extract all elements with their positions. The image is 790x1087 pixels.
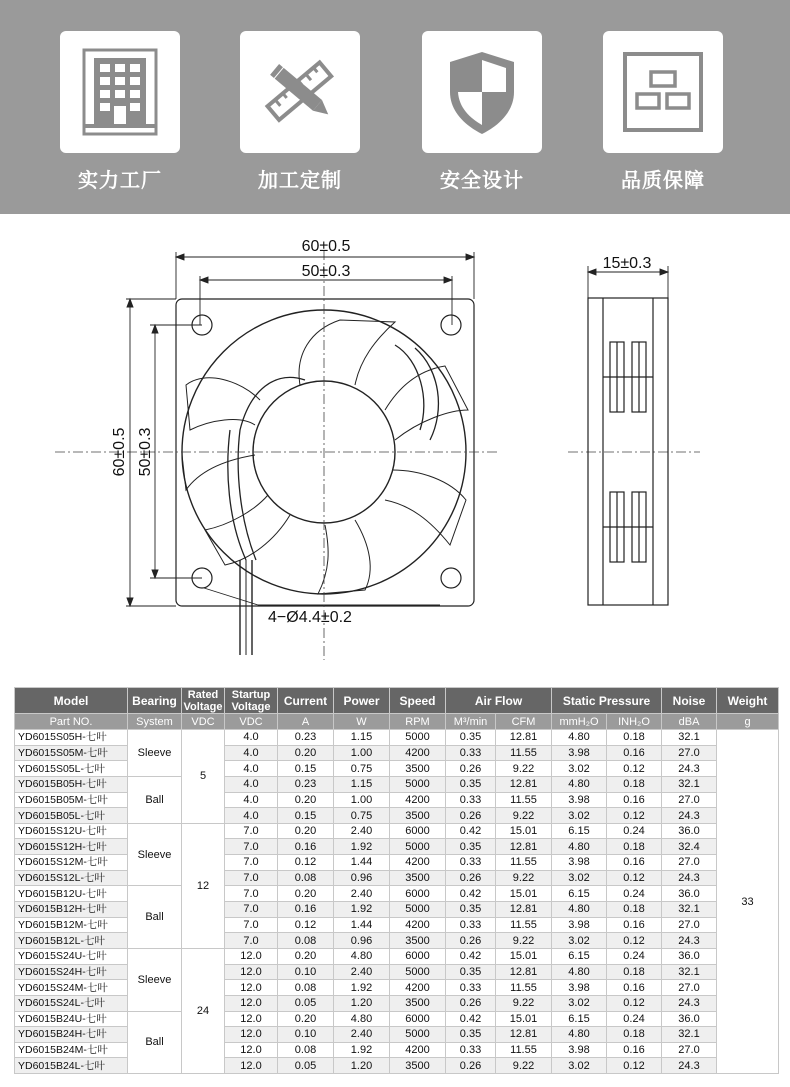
col-weight: Weight	[717, 688, 779, 714]
unit-speed: RPM	[390, 714, 446, 730]
col-startup-voltage: Startup Voltage	[225, 688, 278, 714]
cell-airflow-m3: 0.35	[446, 964, 496, 980]
cell-speed: 4200	[390, 745, 446, 761]
col-model: Model	[15, 688, 128, 714]
cell-speed: 6000	[390, 886, 446, 902]
cell-part-number: YD6015B05H-七叶	[15, 776, 128, 792]
cell-startup-voltage: 4.0	[225, 808, 278, 824]
technical-drawing	[0, 214, 790, 684]
dim-thickness: 15±0.3	[602, 255, 652, 272]
cell-noise: 32.1	[662, 1027, 717, 1043]
cell-pressure-inh: 0.18	[607, 1027, 662, 1043]
cell-pressure-inh: 0.18	[607, 776, 662, 792]
cell-noise: 32.1	[662, 964, 717, 980]
cell-power: 4.80	[334, 948, 390, 964]
table-row	[15, 886, 779, 902]
cell-startup-voltage: 7.0	[225, 886, 278, 902]
cell-pressure-mm: 3.02	[552, 761, 607, 777]
cell-speed: 6000	[390, 948, 446, 964]
col-power: Power	[334, 688, 390, 714]
cell-current: 0.23	[278, 730, 334, 746]
cell-part-number: YD6015B24U-七叶	[15, 1011, 128, 1027]
cell-startup-voltage: 12.0	[225, 948, 278, 964]
cell-airflow-m3: 0.33	[446, 1042, 496, 1058]
cell-current: 0.23	[278, 776, 334, 792]
cell-part-number: YD6015S24U-七叶	[15, 948, 128, 964]
cell-power: 1.92	[334, 980, 390, 996]
cell-noise: 24.3	[662, 1058, 717, 1074]
dim-outer-height: 60±0.5	[111, 427, 128, 477]
cell-speed: 5000	[390, 730, 446, 746]
cell-airflow-m3: 0.42	[446, 1011, 496, 1027]
cell-airflow-m3: 0.33	[446, 745, 496, 761]
unit-airflow-cfm: CFM	[496, 714, 552, 730]
spec-unit-row	[15, 714, 779, 730]
cell-pressure-inh: 0.12	[607, 995, 662, 1011]
cell-current: 0.08	[278, 980, 334, 996]
cell-airflow-cfm: 12.81	[496, 776, 552, 792]
cell-speed: 5000	[390, 776, 446, 792]
mount-hole-tr	[441, 315, 461, 335]
unit-system: System	[128, 714, 182, 730]
cell-current: 0.20	[278, 948, 334, 964]
cell-pressure-inh: 0.18	[607, 964, 662, 980]
cell-power: 0.96	[334, 933, 390, 949]
cell-startup-voltage: 4.0	[225, 761, 278, 777]
feature-label-custom: 加工定制	[258, 168, 342, 192]
cell-speed: 6000	[390, 823, 446, 839]
cell-airflow-cfm: 12.81	[496, 839, 552, 855]
cell-airflow-cfm: 11.55	[496, 745, 552, 761]
cell-pressure-mm: 3.98	[552, 745, 607, 761]
cell-part-number: YD6015B24H-七叶	[15, 1027, 128, 1043]
cell-current: 0.20	[278, 886, 334, 902]
cell-current: 0.16	[278, 902, 334, 918]
cell-airflow-m3: 0.35	[446, 776, 496, 792]
unit-weight: g	[717, 714, 779, 730]
feature-card-custom	[240, 31, 360, 153]
cell-airflow-m3: 0.33	[446, 855, 496, 871]
cell-airflow-m3: 0.35	[446, 1027, 496, 1043]
cell-speed: 4200	[390, 917, 446, 933]
cell-airflow-cfm: 11.55	[496, 917, 552, 933]
cell-pressure-inh: 0.16	[607, 745, 662, 761]
cell-pressure-mm: 4.80	[552, 1027, 607, 1043]
dim-outer-width: 60±0.5	[301, 238, 351, 255]
cell-power: 1.44	[334, 855, 390, 871]
cell-pressure-inh: 0.12	[607, 870, 662, 886]
cell-speed: 3500	[390, 761, 446, 777]
cell-part-number: YD6015B12M-七叶	[15, 917, 128, 933]
cell-pressure-mm: 3.02	[552, 808, 607, 824]
cell-rated-voltage: 5	[182, 730, 225, 824]
unit-current: A	[278, 714, 334, 730]
cell-pressure-mm: 4.80	[552, 902, 607, 918]
cell-startup-voltage: 12.0	[225, 1058, 278, 1074]
cell-part-number: YD6015B12U-七叶	[15, 886, 128, 902]
cell-airflow-m3: 0.35	[446, 839, 496, 855]
cell-current: 0.15	[278, 761, 334, 777]
cell-power: 1.20	[334, 1058, 390, 1074]
cell-startup-voltage: 12.0	[225, 1027, 278, 1043]
cell-power: 1.44	[334, 917, 390, 933]
cell-bearing-system: Sleeve	[128, 948, 182, 1011]
cell-current: 0.05	[278, 995, 334, 1011]
cell-speed: 3500	[390, 808, 446, 824]
fan-frame-outline	[176, 299, 474, 606]
cell-power: 2.40	[334, 1027, 390, 1043]
cell-noise: 24.3	[662, 933, 717, 949]
cell-part-number: YD6015S12H-七叶	[15, 839, 128, 855]
side-view-outline	[588, 298, 668, 605]
cell-airflow-cfm: 11.55	[496, 855, 552, 871]
cell-pressure-inh: 0.18	[607, 902, 662, 918]
cell-noise: 36.0	[662, 823, 717, 839]
cell-startup-voltage: 7.0	[225, 870, 278, 886]
cell-pressure-inh: 0.24	[607, 823, 662, 839]
cell-airflow-cfm: 15.01	[496, 886, 552, 902]
cell-noise: 27.0	[662, 855, 717, 871]
cell-airflow-cfm: 12.81	[496, 730, 552, 746]
mount-hole-br	[441, 568, 461, 588]
feature-label-factory: 实力工厂	[78, 168, 162, 192]
cell-startup-voltage: 7.0	[225, 902, 278, 918]
cell-startup-voltage: 12.0	[225, 964, 278, 980]
cell-airflow-cfm: 15.01	[496, 823, 552, 839]
cell-current: 0.05	[278, 1058, 334, 1074]
cell-speed: 6000	[390, 1011, 446, 1027]
table-row	[15, 948, 779, 964]
cell-power: 0.96	[334, 870, 390, 886]
cell-speed: 3500	[390, 995, 446, 1011]
cell-startup-voltage: 7.0	[225, 823, 278, 839]
fan-dimension-drawing	[0, 214, 790, 684]
cell-airflow-m3: 0.33	[446, 980, 496, 996]
spec-table	[14, 687, 779, 1074]
table-row	[15, 730, 779, 746]
cell-bearing-system: Ball	[128, 1011, 182, 1074]
cell-power: 2.40	[334, 823, 390, 839]
cell-airflow-cfm: 9.22	[496, 761, 552, 777]
unit-power: W	[334, 714, 390, 730]
cell-airflow-m3: 0.35	[446, 730, 496, 746]
cell-noise: 36.0	[662, 1011, 717, 1027]
cell-startup-voltage: 7.0	[225, 839, 278, 855]
cell-part-number: YD6015B24L-七叶	[15, 1058, 128, 1074]
cell-pressure-mm: 3.02	[552, 933, 607, 949]
dim-mount-holes: 4−Ø4.4±0.2	[268, 609, 352, 626]
cell-power: 2.40	[334, 886, 390, 902]
cell-current: 0.15	[278, 808, 334, 824]
cell-startup-voltage: 4.0	[225, 730, 278, 746]
cell-airflow-m3: 0.26	[446, 761, 496, 777]
cell-noise: 24.3	[662, 995, 717, 1011]
cell-airflow-m3: 0.26	[446, 995, 496, 1011]
cell-airflow-cfm: 9.22	[496, 808, 552, 824]
cell-speed: 5000	[390, 839, 446, 855]
unit-pressure-inh: INH₂O	[607, 714, 662, 730]
shield-icon	[442, 48, 522, 136]
cell-current: 0.12	[278, 855, 334, 871]
cell-bearing-system: Ball	[128, 776, 182, 823]
cell-airflow-cfm: 9.22	[496, 870, 552, 886]
cell-airflow-m3: 0.42	[446, 948, 496, 964]
cell-pressure-mm: 4.80	[552, 776, 607, 792]
cell-pressure-mm: 3.98	[552, 980, 607, 996]
cell-airflow-cfm: 12.81	[496, 902, 552, 918]
feature-card-factory	[60, 31, 180, 153]
cell-part-number: YD6015S05M-七叶	[15, 745, 128, 761]
cell-pressure-mm: 3.02	[552, 870, 607, 886]
cell-pressure-inh: 0.24	[607, 948, 662, 964]
cell-part-number: YD6015S12L-七叶	[15, 870, 128, 886]
cell-startup-voltage: 7.0	[225, 855, 278, 871]
cell-power: 1.20	[334, 995, 390, 1011]
cell-speed: 5000	[390, 964, 446, 980]
cell-bearing-system: Sleeve	[128, 823, 182, 886]
cell-pressure-inh: 0.24	[607, 1011, 662, 1027]
cell-airflow-m3: 0.35	[446, 902, 496, 918]
ruler-pencil-icon	[260, 48, 340, 136]
cell-pressure-inh: 0.12	[607, 933, 662, 949]
cell-current: 0.08	[278, 1042, 334, 1058]
cell-startup-voltage: 7.0	[225, 917, 278, 933]
dim-inner-width: 50±0.3	[301, 263, 351, 280]
cell-noise: 27.0	[662, 1042, 717, 1058]
cell-pressure-mm: 3.98	[552, 855, 607, 871]
cell-noise: 27.0	[662, 745, 717, 761]
cell-airflow-cfm: 11.55	[496, 1042, 552, 1058]
cell-part-number: YD6015B12H-七叶	[15, 902, 128, 918]
cell-pressure-mm: 4.80	[552, 730, 607, 746]
cell-speed: 4200	[390, 1042, 446, 1058]
cell-startup-voltage: 7.0	[225, 933, 278, 949]
cell-current: 0.08	[278, 870, 334, 886]
cell-airflow-m3: 0.42	[446, 823, 496, 839]
cell-noise: 36.0	[662, 948, 717, 964]
cell-speed: 4200	[390, 792, 446, 808]
cell-airflow-cfm: 9.22	[496, 1058, 552, 1074]
cell-airflow-cfm: 12.81	[496, 964, 552, 980]
cell-noise: 27.0	[662, 792, 717, 808]
unit-vdc-startup: VDC	[225, 714, 278, 730]
cell-noise: 32.1	[662, 902, 717, 918]
cell-pressure-mm: 4.80	[552, 964, 607, 980]
cell-speed: 3500	[390, 1058, 446, 1074]
cell-power: 1.15	[334, 776, 390, 792]
cell-pressure-inh: 0.18	[607, 839, 662, 855]
spec-header-row	[15, 688, 779, 714]
cell-pressure-inh: 0.16	[607, 1042, 662, 1058]
unit-vdc-rated: VDC	[182, 714, 225, 730]
unit-noise: dBA	[662, 714, 717, 730]
col-air-flow: Air Flow	[446, 688, 552, 714]
cell-part-number: YD6015B12L-七叶	[15, 933, 128, 949]
feature-label-safety: 安全设计	[440, 168, 524, 192]
cell-airflow-cfm: 15.01	[496, 1011, 552, 1027]
cell-airflow-m3: 0.26	[446, 870, 496, 886]
cell-power: 1.15	[334, 730, 390, 746]
feature-card-quality	[603, 31, 723, 153]
cell-startup-voltage: 4.0	[225, 776, 278, 792]
feature-label-quality: 品质保障	[621, 168, 705, 192]
cell-pressure-mm: 3.02	[552, 995, 607, 1011]
cell-airflow-cfm: 11.55	[496, 980, 552, 996]
cell-rated-voltage: 12	[182, 823, 225, 948]
cell-airflow-m3: 0.33	[446, 792, 496, 808]
cell-noise: 24.3	[662, 870, 717, 886]
cell-pressure-inh: 0.18	[607, 730, 662, 746]
cell-pressure-inh: 0.12	[607, 761, 662, 777]
cell-pressure-inh: 0.16	[607, 980, 662, 996]
cell-airflow-cfm: 9.22	[496, 995, 552, 1011]
cell-pressure-inh: 0.16	[607, 792, 662, 808]
cell-power: 1.00	[334, 745, 390, 761]
building-icon	[80, 48, 160, 136]
cell-airflow-m3: 0.26	[446, 1058, 496, 1074]
cell-part-number: YD6015S12M-七叶	[15, 855, 128, 871]
cell-current: 0.20	[278, 745, 334, 761]
cell-part-number: YD6015S05L-七叶	[15, 761, 128, 777]
col-noise: Noise	[662, 688, 717, 714]
col-current: Current	[278, 688, 334, 714]
cell-power: 1.92	[334, 1042, 390, 1058]
spec-table-body	[15, 730, 779, 1074]
cell-airflow-m3: 0.26	[446, 808, 496, 824]
cell-airflow-cfm: 15.01	[496, 948, 552, 964]
cell-part-number: YD6015S05H-七叶	[15, 730, 128, 746]
cell-pressure-mm: 3.98	[552, 792, 607, 808]
cell-speed: 3500	[390, 933, 446, 949]
unit-airflow-m3: M³/min	[446, 714, 496, 730]
cell-noise: 24.3	[662, 808, 717, 824]
cell-noise: 32.1	[662, 776, 717, 792]
cell-current: 0.08	[278, 933, 334, 949]
cell-power: 0.75	[334, 808, 390, 824]
cell-pressure-mm: 3.98	[552, 1042, 607, 1058]
cell-pressure-inh: 0.16	[607, 855, 662, 871]
cell-pressure-mm: 4.80	[552, 839, 607, 855]
cell-startup-voltage: 12.0	[225, 1011, 278, 1027]
cell-pressure-mm: 3.98	[552, 917, 607, 933]
cell-airflow-m3: 0.26	[446, 933, 496, 949]
cell-part-number: YD6015S12U-七叶	[15, 823, 128, 839]
cell-current: 0.20	[278, 792, 334, 808]
cell-startup-voltage: 12.0	[225, 1042, 278, 1058]
cell-noise: 27.0	[662, 917, 717, 933]
cell-noise: 27.0	[662, 980, 717, 996]
cell-pressure-inh: 0.16	[607, 917, 662, 933]
cell-current: 0.12	[278, 917, 334, 933]
table-row	[15, 823, 779, 839]
cell-startup-voltage: 12.0	[225, 980, 278, 996]
cell-part-number: YD6015B24M-七叶	[15, 1042, 128, 1058]
cell-rated-voltage: 24	[182, 948, 225, 1073]
cell-airflow-cfm: 11.55	[496, 792, 552, 808]
cell-speed: 3500	[390, 870, 446, 886]
cell-power: 1.92	[334, 839, 390, 855]
unit-part-no: Part NO.	[15, 714, 128, 730]
cell-part-number: YD6015S24L-七叶	[15, 995, 128, 1011]
cell-power: 2.40	[334, 964, 390, 980]
dim-inner-height: 50±0.3	[137, 427, 154, 477]
cell-bearing-system: Ball	[128, 886, 182, 949]
cell-pressure-mm: 6.15	[552, 948, 607, 964]
feature-card-safety	[422, 31, 542, 153]
cell-airflow-m3: 0.42	[446, 886, 496, 902]
cell-part-number: YD6015S24H-七叶	[15, 964, 128, 980]
cell-airflow-cfm: 12.81	[496, 1027, 552, 1043]
cell-pressure-inh: 0.24	[607, 886, 662, 902]
cell-pressure-mm: 3.02	[552, 1058, 607, 1074]
cell-pressure-mm: 6.15	[552, 886, 607, 902]
cell-speed: 4200	[390, 980, 446, 996]
cell-pressure-inh: 0.12	[607, 808, 662, 824]
table-row	[15, 1011, 779, 1027]
cell-power: 4.80	[334, 1011, 390, 1027]
feature-banner	[0, 0, 790, 214]
cell-speed: 5000	[390, 902, 446, 918]
cell-airflow-cfm: 9.22	[496, 933, 552, 949]
cell-bearing-system: Sleeve	[128, 730, 182, 777]
cell-speed: 5000	[390, 1027, 446, 1043]
cell-power: 1.00	[334, 792, 390, 808]
cell-startup-voltage: 4.0	[225, 792, 278, 808]
cell-current: 0.16	[278, 839, 334, 855]
cell-noise: 32.4	[662, 839, 717, 855]
cell-startup-voltage: 12.0	[225, 995, 278, 1011]
col-speed: Speed	[390, 688, 446, 714]
cell-weight: 33	[717, 730, 779, 1074]
unit-pressure-mm: mmH₂O	[552, 714, 607, 730]
cell-speed: 4200	[390, 855, 446, 871]
cell-pressure-mm: 6.15	[552, 823, 607, 839]
cell-pressure-inh: 0.12	[607, 1058, 662, 1074]
cell-power: 1.92	[334, 902, 390, 918]
cell-current: 0.20	[278, 823, 334, 839]
cell-part-number: YD6015B05M-七叶	[15, 792, 128, 808]
cell-part-number: YD6015B05L-七叶	[15, 808, 128, 824]
cell-current: 0.20	[278, 1011, 334, 1027]
cell-pressure-mm: 6.15	[552, 1011, 607, 1027]
cell-startup-voltage: 4.0	[225, 745, 278, 761]
cell-noise: 24.3	[662, 761, 717, 777]
col-bearing: Bearing	[128, 688, 182, 714]
cell-noise: 36.0	[662, 886, 717, 902]
cell-power: 0.75	[334, 761, 390, 777]
table-row	[15, 776, 779, 792]
quality-icon	[623, 48, 703, 136]
cell-current: 0.10	[278, 1027, 334, 1043]
col-rated-voltage: Rated Voltage	[182, 688, 225, 714]
cell-airflow-m3: 0.33	[446, 917, 496, 933]
col-static-pressure: Static Pressure	[552, 688, 662, 714]
cell-current: 0.10	[278, 964, 334, 980]
cell-noise: 32.1	[662, 730, 717, 746]
cell-part-number: YD6015S24M-七叶	[15, 980, 128, 996]
